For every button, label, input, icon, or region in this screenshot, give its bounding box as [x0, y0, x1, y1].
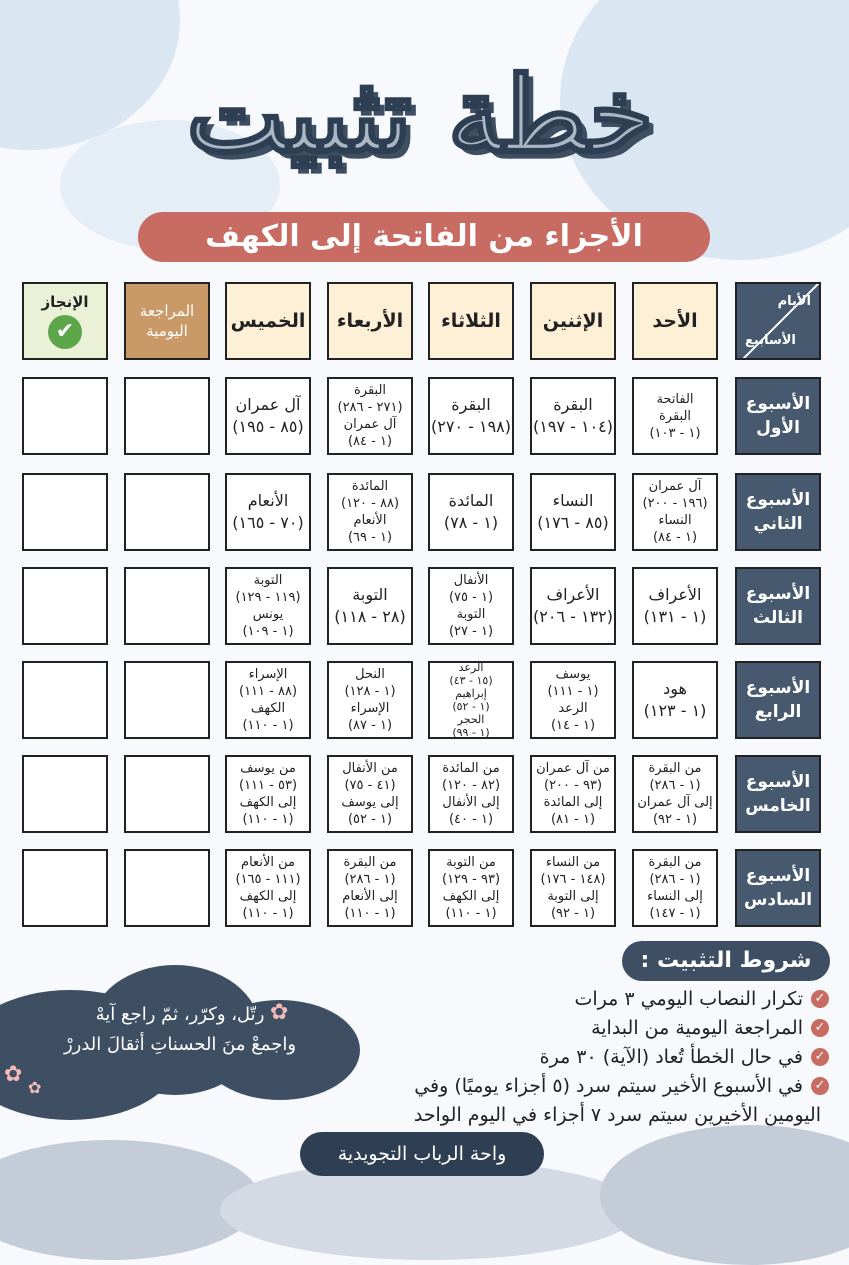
header-day-monday: الإثنين [530, 282, 616, 360]
header-day-tuesday: الثلاثاء [428, 282, 514, 360]
week-label-line: الأسبوع [745, 490, 811, 510]
flower-icon: ✿ [28, 1078, 42, 1097]
plan-cell-week5-wednesday [327, 755, 413, 833]
condition-item-continued [414, 1104, 821, 1126]
plan-cell-line: (١٩٨ - ٢٧٠) [431, 417, 512, 436]
plan-cell-line: (٥٣ - ١١١) [238, 778, 298, 793]
plan-cell-week4-wednesday [327, 661, 413, 739]
corner-weeks-label: الأسابيع [745, 333, 796, 348]
header-achievement [22, 282, 108, 360]
condition-text: تكرار النصاب اليومي ٣ مرات [574, 988, 803, 1010]
footer-brand: واحة الرباب التجويدية [300, 1132, 544, 1176]
quote-line-2: واجمعْ منَ الحسناتِ أثقالَ الدررْ [63, 1034, 297, 1055]
plan-cell-line: (١ - ٢٨٦) [344, 872, 396, 887]
plan-cell-line: (١ - ٨٧) [347, 718, 393, 733]
plan-cell-week2-thursday [225, 473, 311, 551]
bottom-cloud [600, 1125, 849, 1265]
week-label-6 [735, 849, 821, 927]
plan-cell-line: البقرة [451, 395, 491, 414]
daily-review-box-week1[interactable] [124, 377, 210, 455]
daily-review-box-week6[interactable] [124, 849, 210, 927]
week-label-line: الخامس [745, 796, 811, 816]
week-label-line: الأول [756, 418, 800, 438]
plan-cell-week6-monday [530, 849, 616, 927]
plan-cell-line: إلى الكهف [239, 889, 297, 904]
subtitle-banner: الأجزاء من الفاتحة إلى الكهف [138, 212, 710, 262]
achievement-box-week2[interactable] [22, 473, 108, 551]
plan-cell-line: (٨٨ - ١٢٠) [340, 496, 400, 511]
plan-cell-line: إلى الكهف [239, 795, 297, 810]
plan-cell-line: الإسراء [248, 667, 288, 682]
plan-cell-line: (٩٣ - ١٢٩) [441, 872, 501, 887]
plan-cell-week3-wednesday [327, 567, 413, 645]
condition-item [540, 1046, 829, 1068]
condition-text: المراجعة اليومية من البداية [591, 1017, 803, 1039]
check-icon: ✓ [811, 1077, 829, 1095]
plan-cell-line: إلى آل عمران [637, 795, 713, 810]
plan-cell-line: (١ - ١٢٨) [344, 684, 396, 699]
plan-cell-line: (١ - ٢٨٦) [649, 872, 701, 887]
plan-cell-line: (١١٩ - ١٢٩) [235, 590, 301, 605]
plan-cell-line: (١ - ٩٢) [652, 812, 698, 827]
plan-cell-line: (١ - ١٣١) [643, 607, 707, 626]
plan-cell-line: آل عمران [648, 479, 702, 494]
corner-days-label: الأيام [777, 294, 811, 309]
plan-cell-line: النساء [552, 491, 594, 510]
plan-cell-line: (١ - ٥٢) [452, 700, 490, 713]
condition-item [591, 1017, 829, 1039]
conditions-title: شروط التثبيت : [622, 941, 830, 981]
plan-cell-week1-tuesday [428, 377, 514, 455]
review-header-line-2: اليومية [146, 322, 188, 340]
daily-review-box-week3[interactable] [124, 567, 210, 645]
plan-cell-line: (١٩٦ - ٢٠٠) [642, 496, 708, 511]
plan-cell-line: (١ - ٦٩) [347, 530, 393, 545]
plan-cell-line: (٨٥ - ١٩٥) [232, 417, 304, 436]
plan-cell-line: يوسف [555, 667, 591, 682]
plan-cell-line: (١ - ٩٩) [452, 726, 490, 739]
plan-cell-line: (١ - ١١٠) [242, 718, 294, 733]
bottom-cloud [0, 1140, 260, 1260]
achievement-box-week3[interactable] [22, 567, 108, 645]
plan-cell-line: النساء [658, 513, 692, 528]
plan-cell-line: (١ - ٤٠) [448, 812, 494, 827]
plan-cell-line: (١ - ١٠٩) [242, 624, 294, 639]
plan-cell-week6-thursday [225, 849, 311, 927]
plan-cell-line: يونس [252, 607, 284, 622]
plan-cell-line: إبراهيم [455, 687, 487, 700]
plan-cell-line: إلى النساء [647, 889, 703, 904]
plan-cell-line: من الأنفال [342, 761, 398, 776]
plan-cell-week4-thursday [225, 661, 311, 739]
week-label-line: الأسبوع [745, 394, 811, 414]
week-label-1 [735, 377, 821, 455]
plan-cell-week4-monday [530, 661, 616, 739]
plan-cell-line: (١ - ٧٨) [443, 513, 499, 532]
plan-cell-line: (٨٢ - ١٢٠) [441, 778, 501, 793]
plan-cell-line: (١ - ١٠٣) [649, 425, 701, 441]
plan-cell-line: المائدة [351, 479, 389, 494]
header-day-thursday: الخميس [225, 282, 311, 360]
plan-cell-line: الرعد [558, 701, 588, 716]
plan-cell-line: من الأنعام [241, 855, 295, 870]
plan-cell-week2-sunday [632, 473, 718, 551]
plan-cell-line: إلى الكهف [442, 889, 500, 904]
plan-cell-line: آل عمران [235, 395, 301, 414]
page-title: خطة تثبيت [186, 53, 654, 176]
week-label-line: الثاني [753, 514, 803, 534]
plan-cell-line: الرعد [458, 661, 484, 674]
plan-cell-week6-wednesday [327, 849, 413, 927]
plan-cell-week3-sunday [632, 567, 718, 645]
plan-cell-line: (١٣٢ - ٢٠٦) [533, 607, 614, 626]
review-header-line-1: المراجعة [139, 302, 195, 320]
plan-cell-line: (١ - ١٤) [550, 718, 596, 733]
plan-cell-line: من آل عمران [536, 761, 610, 776]
plan-cell-line: (١ - ٧٥) [448, 590, 494, 605]
plan-cell-line: الأعراف [546, 585, 600, 604]
week-label-5 [735, 755, 821, 833]
plan-cell-line: (١ - ٢٧) [448, 624, 494, 639]
plan-cell-line: من النساء [545, 855, 601, 870]
week-label-line: الأسبوع [745, 772, 811, 792]
plan-cell-line: التوبة [352, 585, 388, 604]
plan-cell-line: الأنفال [453, 573, 489, 588]
plan-cell-line: (١١١ - ١٦٥) [235, 872, 301, 887]
plan-cell-line: البقرة [658, 408, 692, 424]
plan-cell-line: آل عمران [343, 417, 397, 432]
plan-cell-line: إلى الأنعام [342, 889, 398, 904]
achievement-label: الإنجاز [41, 293, 89, 311]
plan-cell-line: (١ - ٨٤) [347, 434, 393, 449]
plan-cell-line: (٢٨ - ١١٨) [334, 607, 406, 626]
plan-cell-week3-tuesday [428, 567, 514, 645]
plan-cell-week2-monday [530, 473, 616, 551]
plan-cell-line: (٨٨ - ١١١) [238, 684, 298, 699]
plan-cell-line: (١ - ٩٢) [550, 906, 596, 921]
week-label-line: الثالث [753, 608, 803, 628]
plan-cell-week5-monday [530, 755, 616, 833]
week-label-line: الأسبوع [745, 866, 811, 886]
achievement-box-week4[interactable] [22, 661, 108, 739]
plan-cell-line: الأنعام [353, 513, 387, 528]
header-day-sunday: الأحد [632, 282, 718, 360]
condition-item [414, 1075, 829, 1097]
daily-review-box-week4[interactable] [124, 661, 210, 739]
plan-cell-line: التوبة [253, 573, 283, 588]
condition-item [574, 988, 829, 1010]
plan-cell-week1-thursday [225, 377, 311, 455]
plan-cell-line: المائدة [448, 491, 494, 510]
achievement-box-week6[interactable] [22, 849, 108, 927]
check-icon: ✓ [811, 990, 829, 1008]
plan-cell-line: (١ - ١١٠) [344, 906, 396, 921]
daily-review-box-week5[interactable] [124, 755, 210, 833]
plan-cell-line: (١ - ٨٤) [652, 530, 698, 545]
flower-icon: ✿ [4, 1062, 23, 1087]
plan-cell-week1-wednesday [327, 377, 413, 455]
plan-cell-line: (١٤٨ - ١٧٦) [540, 872, 606, 887]
plan-cell-line: (١ - ١٢٣) [643, 701, 707, 720]
plan-cell-week4-tuesday [428, 661, 514, 739]
header-day-wednesday: الأربعاء [327, 282, 413, 360]
plan-cell-line: (١ - ١١٠) [242, 906, 294, 921]
plan-cell-week5-sunday [632, 755, 718, 833]
plan-cell-line: البقرة [353, 383, 387, 398]
plan-cell-week4-sunday [632, 661, 718, 739]
plan-cell-line: الإسراء [350, 701, 390, 716]
plan-cell-line: التوبة [456, 607, 486, 622]
daily-review-box-week2[interactable] [124, 473, 210, 551]
achievement-box-week1[interactable] [22, 377, 108, 455]
plan-cell-week3-thursday [225, 567, 311, 645]
achievement-box-week5[interactable] [22, 755, 108, 833]
plan-cell-line: (٨٥ - ١٧٦) [537, 513, 609, 532]
plan-cell-week1-monday [530, 377, 616, 455]
flower-icon: ✿ [270, 1000, 289, 1025]
plan-cell-line: (١ - ١١٠) [445, 906, 497, 921]
plan-cell-line: البقرة [553, 395, 593, 414]
plan-cell-line: الفاتحة [656, 391, 694, 407]
plan-cell-line: من التوبة [446, 855, 496, 870]
plan-cell-line: إلى الأنفال [442, 795, 500, 810]
plan-cell-line: الأنعام [247, 491, 289, 510]
condition-text: في حال الخطأ تُعاد (الآية) ٣٠ مرة [539, 1046, 803, 1068]
plan-cell-line: (٤١ - ٧٥) [344, 778, 396, 793]
plan-cell-line: (١ - ٥٢) [347, 812, 393, 827]
plan-cell-line: إلى التوبة [547, 889, 599, 904]
week-label-4 [735, 661, 821, 739]
plan-cell-line: إلى المائدة [543, 795, 603, 810]
week-label-line: الأسبوع [745, 678, 811, 698]
plan-cell-line: من البقرة [648, 855, 702, 870]
check-icon: ✔ [48, 315, 82, 349]
header-daily-review [124, 282, 210, 360]
condition-text: اليومين الأخيرين سيتم سرد ٧ أجزاء في اليوم الواحد [413, 1104, 821, 1126]
week-label-3 [735, 567, 821, 645]
plan-cell-line: الكهف [250, 701, 286, 716]
condition-text: في الأسبوع الأخير سيتم سرد (٥ أجزاء يوميًا) وفي [414, 1075, 803, 1097]
quote-text [10, 1000, 350, 1060]
week-label-line: السادس [743, 890, 813, 910]
quote-line-1: رتّل، وكرّر، ثمّ راجع آيهْ [95, 1004, 265, 1025]
plan-cell-line: الحجر [457, 713, 485, 726]
plan-cell-week2-tuesday [428, 473, 514, 551]
plan-cell-week3-monday [530, 567, 616, 645]
plan-cell-line: النحل [355, 667, 385, 682]
plan-cell-week5-tuesday [428, 755, 514, 833]
week-label-line: الأسبوع [745, 584, 811, 604]
plan-cell-line: الأعراف [648, 585, 702, 604]
plan-cell-week2-wednesday [327, 473, 413, 551]
plan-cell-line: من البقرة [648, 761, 702, 776]
plan-cell-line: (١٠٤ - ١٩٧) [533, 417, 614, 436]
plan-cell-line: من المائدة [442, 761, 500, 776]
plan-cell-week1-sunday [632, 377, 718, 455]
plan-cell-line: من البقرة [343, 855, 397, 870]
plan-cell-line: (١ - ١١١) [547, 684, 599, 699]
plan-cell-week6-tuesday [428, 849, 514, 927]
corner-header [735, 282, 821, 360]
plan-cell-line: (١ - ٢٨٦) [649, 778, 701, 793]
plan-cell-line: (٢٧١ - ٢٨٦) [337, 400, 403, 415]
week-label-line: الرابع [754, 702, 802, 722]
plan-cell-line: (٧٠ - ١٦٥) [232, 513, 304, 532]
plan-cell-line: (١٥ - ٤٣) [449, 674, 493, 687]
plan-cell-line: (٩٣ - ٢٠٠) [543, 778, 603, 793]
plan-cell-line: (١ - ٨١) [550, 812, 596, 827]
check-icon: ✓ [811, 1048, 829, 1066]
plan-cell-line: (١ - ١١٠) [242, 812, 294, 827]
plan-cell-week5-thursday [225, 755, 311, 833]
plan-cell-line: هود [663, 679, 687, 698]
plan-cell-line: من يوسف [240, 761, 296, 776]
check-icon: ✓ [811, 1019, 829, 1037]
plan-cell-week6-sunday [632, 849, 718, 927]
plan-cell-line: إلى يوسف [341, 795, 399, 810]
plan-cell-line: (١ - ١٤٧) [649, 906, 701, 921]
week-label-2 [735, 473, 821, 551]
